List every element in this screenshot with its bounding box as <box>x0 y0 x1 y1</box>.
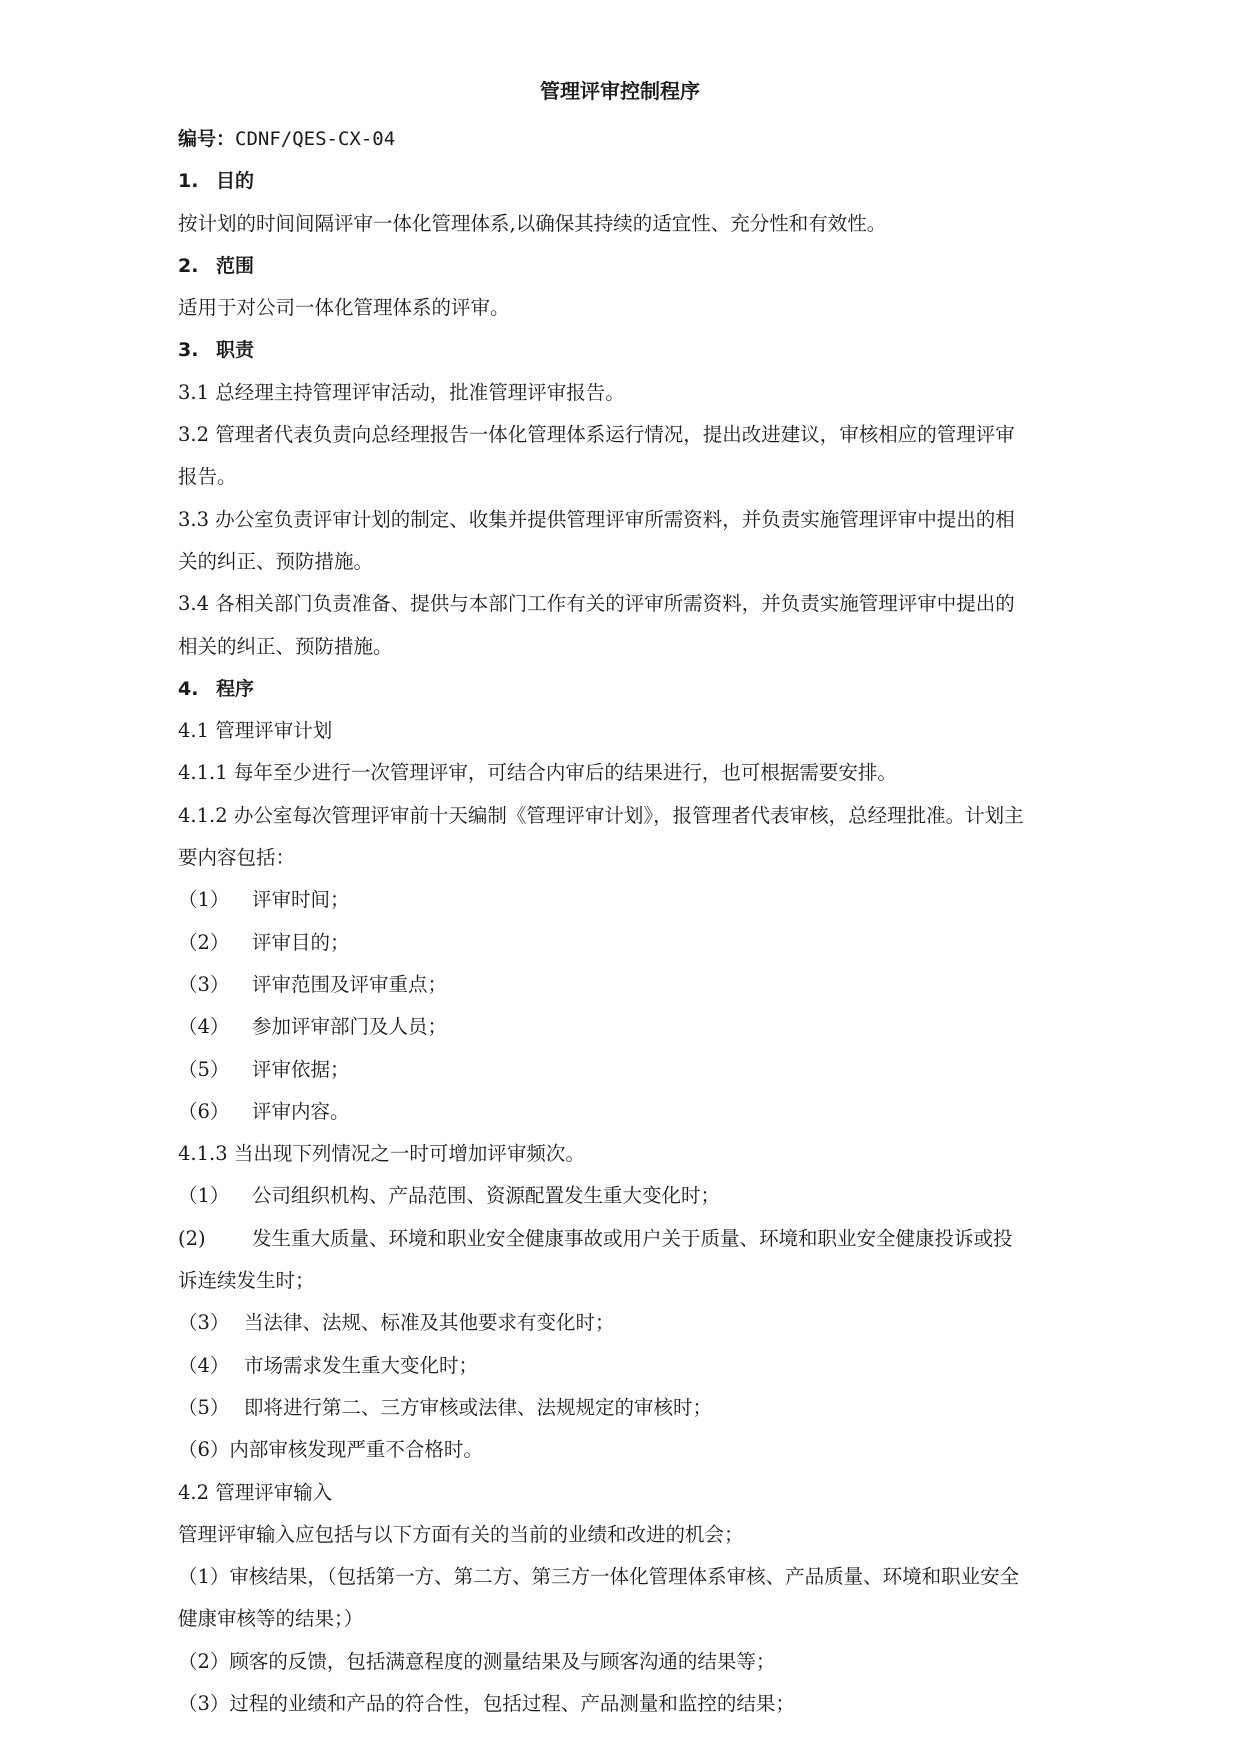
paragraph-3-4-line-2: 相关的纠正、预防措施。 <box>178 634 393 658</box>
section-heading-3: 3. 职责 <box>178 339 255 362</box>
paragraph-3-2-line-2: 报告。 <box>178 465 237 489</box>
list-item: （1） 评审时间； <box>178 888 350 912</box>
input-item-1-line-2: 健康审核等的结果；） <box>178 1607 364 1631</box>
list-item: （6）内部审核发现严重不合格时。 <box>178 1438 483 1462</box>
paragraph-4-1-3: 4.1.3 当出现下列情况之一时可增加评审频次。 <box>178 1142 585 1166</box>
document-code <box>178 118 1118 160</box>
paragraph-3-1: 3.1 总经理主持管理评审活动，批准管理评审报告。 <box>178 380 625 404</box>
document-body <box>178 118 1118 1725</box>
code-label: 编号： <box>178 128 236 150</box>
document-title: 管理评审控制程序 <box>540 79 700 103</box>
section-heading-2: 2. 范围 <box>178 254 255 277</box>
input-item-1-line-1: （1）审核结果，（包括第一方、第二方、第三方一体化管理体系审核、产品质量、环境和职业安全 <box>178 1565 1020 1589</box>
list-item: （2） 评审目的； <box>178 930 350 954</box>
section-text-2: 适用于对公司一体化管理体系的评审。 <box>178 296 510 320</box>
paragraph-3-2-line-1: 3.2 管理者代表负责向总经理报告一体化管理体系运行情况，提出改进建议，审核相应的管理评审 <box>178 423 1015 447</box>
section-heading-1: 1. 目的 <box>178 170 255 193</box>
subsection-4-2: 4.2 管理评审输入 <box>178 1480 333 1504</box>
list-item: （3） 评审范围及评审重点； <box>178 972 448 996</box>
paragraph-4-1-1: 4.1.1 每年至少进行一次管理评审，可结合内审后的结果进行，也可根据需要安排。 <box>178 761 897 785</box>
list-item: （6） 评审内容。 <box>178 1099 350 1123</box>
paragraph-3-3-line-1: 3.3 办公室负责评审计划的制定、收集并提供管理评审所需资料，并负责实施管理评审中提出的相 <box>178 507 1015 531</box>
input-item-3: （3）过程的业绩和产品的符合性，包括过程、产品测量和监控的结果； <box>178 1691 795 1715</box>
paragraph-3-4-line-1: 3.4 各相关部门负责准备、提供与本部门工作有关的评审所需资料，并负责实施管理评审中提出的 <box>178 592 1015 616</box>
list-item: (2) 发生重大质量、环境和职业安全健康事故或用户关于质量、环境和职业安全健康投诉或投 <box>178 1226 1013 1250</box>
code-value: CDNF/QES-CX-04 <box>235 128 396 150</box>
list-item: （5） 评审依据； <box>178 1057 350 1081</box>
list-item: （4） 市场需求发生重大变化时； <box>178 1353 479 1377</box>
paragraph-3-3-line-2: 关的纠正、预防措施。 <box>178 549 374 573</box>
paragraph-4-1-2-line-1: 4.1.2 办公室每次管理评审前十天编制《管理评审计划》，报管理者代表审核，总经理批准。计划主 <box>178 803 1024 827</box>
list-item: （5） 即将进行第二、三方审核或法律、法规规定的审核时； <box>178 1395 713 1419</box>
list-item: （1） 公司组织机构、产品范围、资源配置发生重大变化时； <box>178 1184 721 1208</box>
paragraph-4-2: 管理评审输入应包括与以下方面有关的当前的业绩和改进的机会； <box>178 1522 744 1546</box>
list-item-continuation: 诉连续发生时； <box>178 1269 315 1293</box>
paragraph-4-1-2-line-2: 要内容包括： <box>178 846 296 870</box>
subsection-4-1: 4.1 管理评审计划 <box>178 719 333 743</box>
list-item: （3） 当法律、法规、标准及其他要求有变化时； <box>178 1311 615 1335</box>
list-item: （4） 参加评审部门及人员； <box>178 1015 448 1039</box>
input-item-2: （2）顾客的反馈，包括满意程度的测量结果及与顾客沟通的结果等； <box>178 1649 776 1673</box>
section-heading-4: 4. 程序 <box>178 677 255 700</box>
section-text-1: 按计划的时间间隔评审一体化管理体系,以确保其持续的适宜性、充分性和有效性。 <box>178 211 887 235</box>
